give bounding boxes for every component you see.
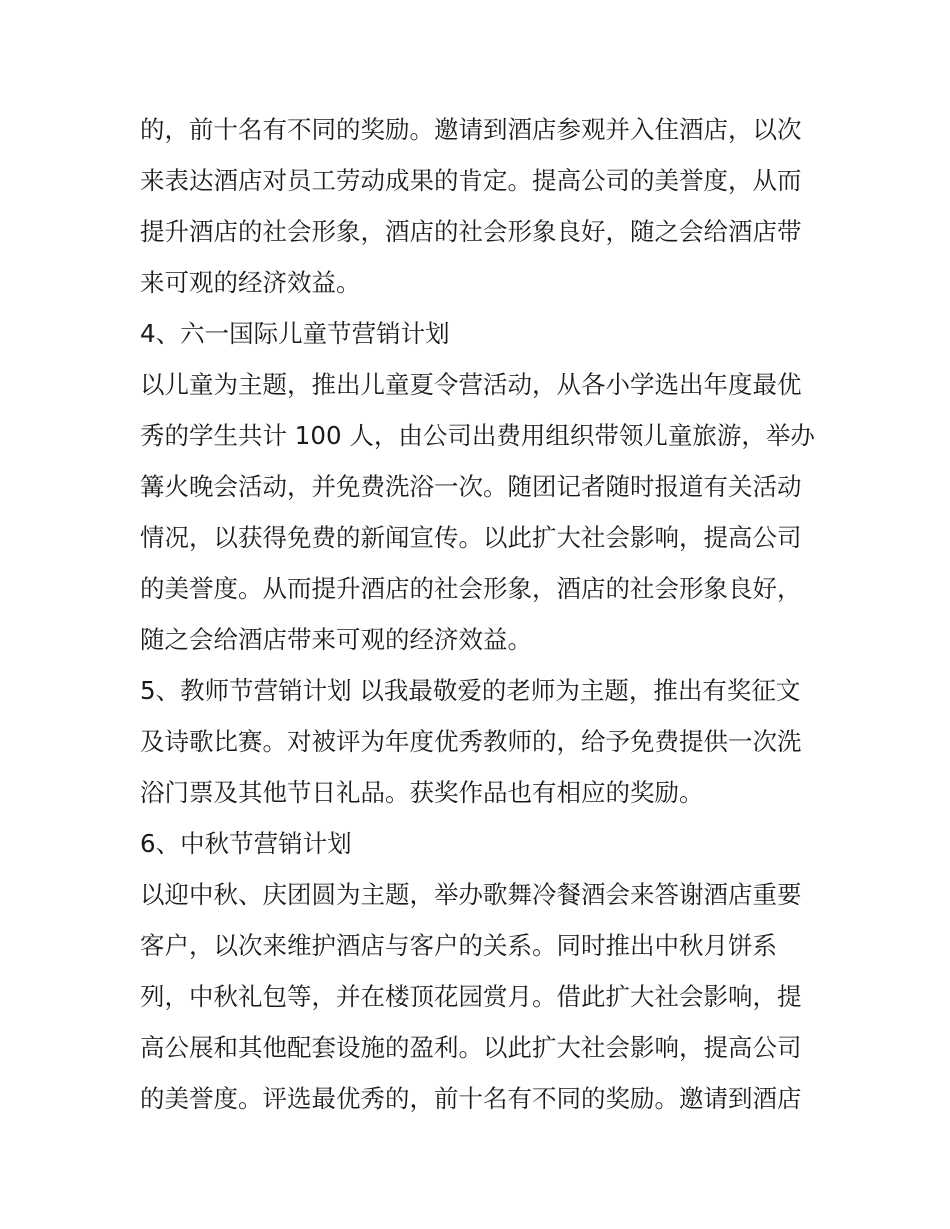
section-heading: 5、教师节营销计划 以我最敬爱的老师为主题，推出有奖征文 <box>140 676 801 705</box>
text-line: 以儿童为主题，推出儿童夏令营活动，从各小学选出年度最优 <box>140 370 802 399</box>
text-line: 随之会给酒店带来可观的经济效益。 <box>140 625 532 654</box>
text-line: 及诗歌比赛。对被评为年度优秀教师的，给予免费提供一次洗 <box>140 727 802 756</box>
text-line: 的美誉度。评选最优秀的，前十名有不同的奖励。邀请到酒店 <box>140 1084 802 1113</box>
text-line: 浴门票及其他节日礼品。获奖作品也有相应的奖励。 <box>140 778 704 807</box>
text-line: 篝火晚会活动，并免费洗浴一次。随团记者随时报道有关活动 <box>140 472 802 501</box>
text-line: 提升酒店的社会形象，酒店的社会形象良好，随之会给酒店带 <box>140 217 802 246</box>
text-line: 的美誉度。从而提升酒店的社会形象，酒店的社会形象良好， <box>140 574 802 603</box>
document-body <box>140 104 820 1124</box>
text-line: 高公展和其他配套设施的盈利。以此扩大社会影响，提高公司 <box>140 1033 802 1062</box>
section-heading: 6、中秋节营销计划 <box>140 829 352 858</box>
text-line: 客户，以次来维护酒店与客户的关系。同时推出中秋月饼系 <box>140 931 777 960</box>
section-heading: 4、六一国际儿童节营销计划 <box>140 319 450 348</box>
text-line: 来可观的经济效益。 <box>140 268 361 297</box>
text-line: 情况，以获得免费的新闻宣传。以此扩大社会影响，提高公司 <box>140 523 802 552</box>
text-line: 以迎中秋、庆团圆为主题，举办歌舞冷餐酒会来答谢酒店重要 <box>140 880 802 909</box>
text-line: 列，中秋礼包等，并在楼顶花园赏月。借此扩大社会影响，提 <box>140 982 802 1011</box>
text-line: 的，前十名有不同的奖励。邀请到酒店参观并入住酒店，以次 <box>140 115 802 144</box>
text-line: 秀的学生共计 100 人，由公司出费用组织带领儿童旅游，举办 <box>140 421 815 450</box>
text-line: 来表达酒店对员工劳动成果的肯定。提高公司的美誉度，从而 <box>140 166 802 195</box>
